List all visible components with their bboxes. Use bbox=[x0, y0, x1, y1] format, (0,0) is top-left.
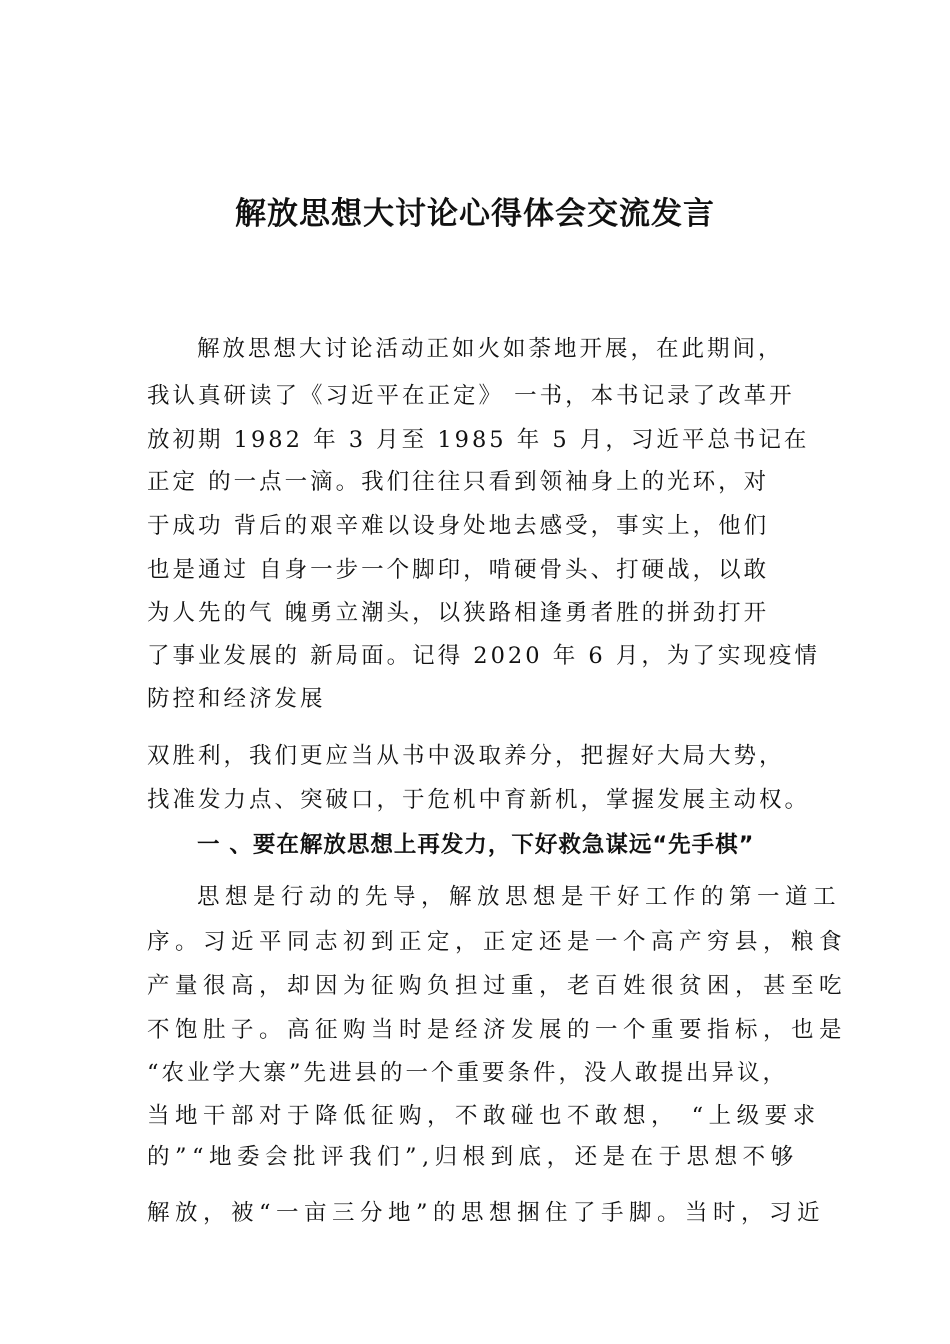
paragraph-line: 产量很高，却因为征购负担过重，老百姓很贫困，甚至吃 bbox=[147, 973, 848, 999]
document-title: 解放思想大讨论心得体会交流发言 bbox=[235, 196, 715, 232]
section-heading: 一 、要在解放思想上再发力，下好救急谋远“先手棋” bbox=[197, 832, 755, 858]
paragraph-line: 也是通过 自身一步一个脚印，啃硬骨头、打硬战，以敢 bbox=[147, 557, 770, 583]
paragraph-line: 的”“地委会批评我们”,归根到底，还是在于思想不够 bbox=[147, 1144, 799, 1170]
paragraph-line: 当地干部对于降低征购，不敢碰也不敢想， “上级要求 bbox=[147, 1103, 821, 1129]
paragraph-line: 正定 的一点一滴。我们往往只看到领袖身上的光环，对 bbox=[147, 469, 770, 495]
paragraph-line: 了事业发展的 新局面。记得 2020 年 6 月，为了实现疫情 bbox=[147, 643, 820, 669]
paragraph-line: 思想是行动的先导，解放思想是干好工作的第一道工 bbox=[197, 884, 842, 910]
paragraph-line: “农业学大寨”先进县的一个重要条件，没人敢提出异议， bbox=[147, 1060, 789, 1086]
paragraph-line: 为人先的气 魄勇立潮头，以狭路相逢勇者胜的拼劲打开 bbox=[147, 600, 770, 626]
paragraph-line: 我认真研读了《习近平在正定》 一书，本书记录了改革开 bbox=[147, 383, 795, 409]
paragraph-line: 不饱肚子。高征购当时是经济发展的一个重要指标，也是 bbox=[147, 1017, 848, 1043]
paragraph-line: 双胜利，我们更应当从书中汲取养分，把握好大局大势， bbox=[147, 743, 785, 769]
paragraph-line: 序。习近平同志初到正定，正定还是一个高产穷县，粮食 bbox=[147, 929, 848, 955]
paragraph-line: 放初期 1982 年 3 月至 1985 年 5 月，习近平总书记在 bbox=[147, 427, 810, 453]
paragraph-line: 解放思想大讨论活动正如火如荼地开展，在此期间， bbox=[197, 336, 784, 362]
paragraph-line: 找准发力点、突破口，于危机中育新机，掌握发展主动权。 bbox=[147, 787, 811, 813]
paragraph-line: 于成功 背后的艰辛难以设身处地去感受，事实上，他们 bbox=[147, 513, 770, 539]
paragraph-line: 防控和经济发展 bbox=[147, 686, 326, 712]
paragraph-line: 解放，被“一亩三分地”的思想捆住了手脚。当时，习近 bbox=[147, 1200, 826, 1226]
